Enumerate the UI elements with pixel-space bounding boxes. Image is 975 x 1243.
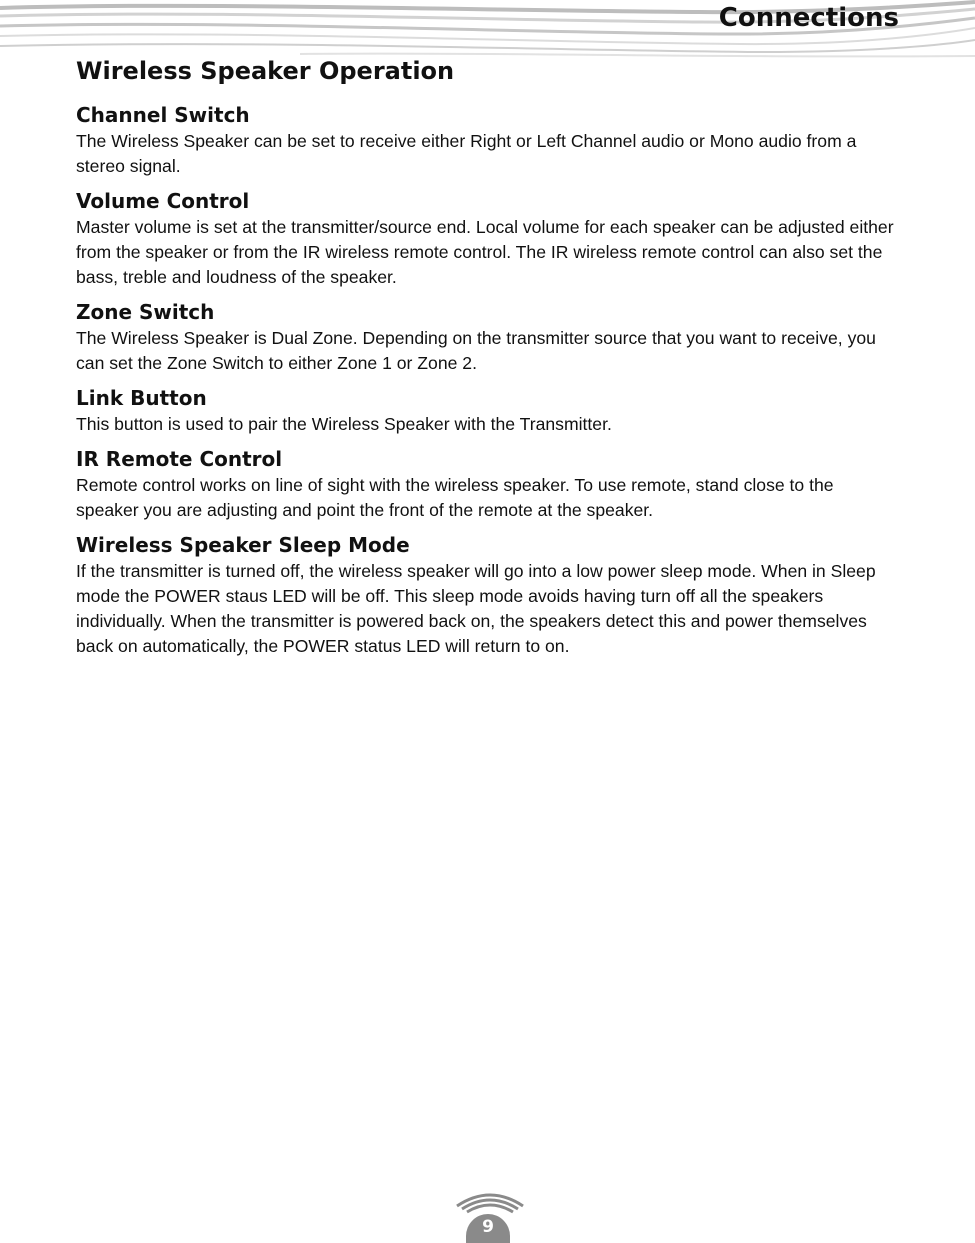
section-heading: Channel Switch: [76, 103, 250, 127]
section-heading: IR Remote Control: [76, 447, 283, 471]
section-heading: Volume Control: [76, 189, 250, 213]
section-zone-switch: [76, 298, 898, 376]
section-body: The Wireless Speaker is Dual Zone. Depending on the transmitter source that you want to receive, you can set the Zone Switch to either Zone 1 or Zone 2.: [76, 328, 876, 373]
section-body: The Wireless Speaker can be set to receive either Right or Left Channel audio or Mono audio from a stereo signal.: [76, 131, 857, 176]
section-heading: Wireless Speaker Sleep Mode: [76, 533, 410, 557]
page-title: Wireless Speaker Operation: [76, 57, 455, 85]
section-body: If the transmitter is turned off, the wireless speaker will go into a low power sleep mode. When in Sleep mode the POWER staus LED will be off. This sleep mode avoids having turn off all the speakers individually. When the transmitter is powered back on, the speakers detect this and power themselves back on automatically, the POWER status LED will return to on.: [76, 561, 876, 656]
section-channel-switch: [76, 101, 898, 179]
page-footer: [455, 1188, 525, 1243]
section-volume-control: [76, 187, 898, 290]
section-header-title: Connections: [718, 3, 899, 33]
section-heading: Zone Switch: [76, 300, 215, 324]
section-ir-remote-control: [76, 445, 898, 523]
section-sleep-mode: [76, 531, 898, 659]
page-number: 9: [466, 1214, 510, 1243]
section-link-button: [76, 384, 898, 437]
content-area: [76, 101, 898, 667]
section-heading: Link Button: [76, 386, 207, 410]
section-body: Master volume is set at the transmitter/source end. Local volume for each speaker can be adjusted either from the speaker or from the IR wireless remote control. The IR wireless remote control can also set the bass, treble and loudness of the speaker.: [76, 217, 894, 287]
section-body: Remote control works on line of sight with the wireless speaker. To use remote, stand close to the speaker you are adjusting and point the front of the remote at the speaker.: [76, 475, 834, 520]
section-body: This button is used to pair the Wireless Speaker with the Transmitter.: [76, 414, 612, 434]
